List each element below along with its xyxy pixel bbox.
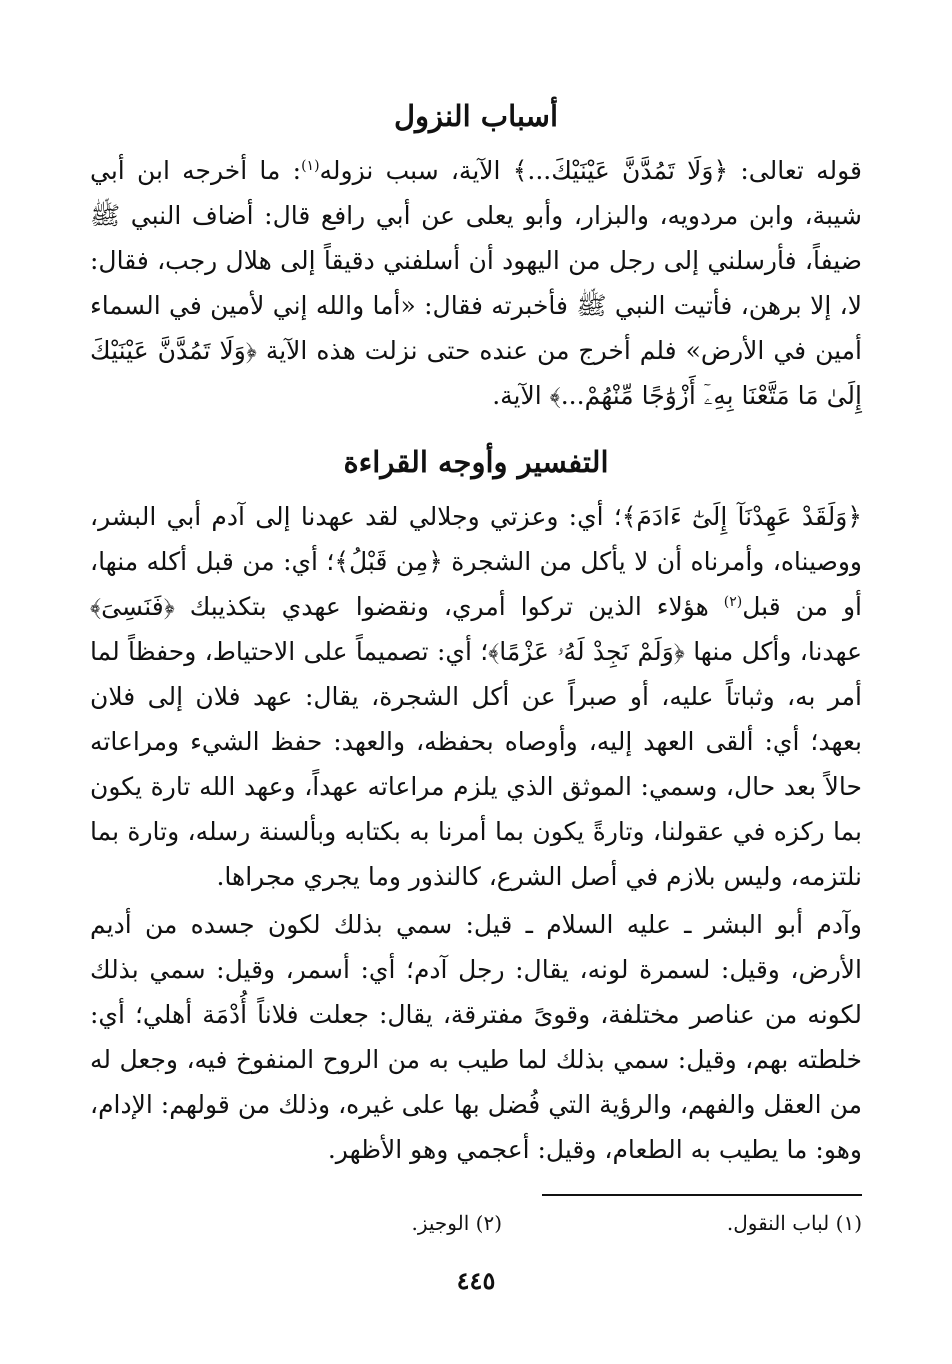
- footnote-divider: [542, 1194, 862, 1196]
- tafsir-text-1: [90, 494, 862, 899]
- page-number: ٤٤٥: [456, 1266, 496, 1295]
- footnote-ref-1: (١): [301, 158, 320, 174]
- section-title-tafsir: التفسير وأوجه القراءة: [343, 445, 609, 479]
- footnote-2: (٢) الوجيز.: [411, 1211, 502, 1235]
- section-title-asbab-al-nuzul: أسباب النزول: [393, 99, 559, 133]
- tafsir-text-1-end: هؤلاء الذين تركوا أمري، ونقضوا عهدي بتكذيبك ﴿فَنَسِىَ﴾ عهدنا، وأكل منها ﴿وَلَمْ نَجِدْ لَهُۥ عَزْمًا﴾؛ أي: تصميماً على الاحتياط، وحفظاً لما أمر به، وثباتاً عليه، أو صبراً عن أكل الشجرة، يقال: عهد فلان إلى فلان بعهد؛ أي: ألقى العهد إليه، وأوصاه بحفظه، والعهد: حفظ الشيء ومراعاته حالاً بعد حال، وسمي: الموثق الذي يلزم مراعاته عهداً، وعهد الله تارة يكون بما ركزه في عقولنا، وتارةً يكون بما أمرنا به بكتابه وبألسنة رسله، وتارة بما نلتزمه، وليس بلازم في أصل الشرع، كالنذور وما يجري مجراها.: [90, 592, 862, 891]
- asbab-paragraph: [90, 148, 862, 418]
- tafsir-text-1-start: ﴿وَلَقَدْ عَهِدْنَآ إِلَىٰٓ ءَادَمَ﴾؛ أي: وعزتي وجلالي لقد عهدنا إلى آدم أبي البشر، ووصيناه، وأمرناه أن لا يأكل من الشجرة ﴿مِن قَبْلُ﴾؛ أي: من قبل أكله منها، أو من قبل: [90, 502, 862, 621]
- tafsir-paragraph-2: [90, 902, 862, 1172]
- asbab-text: [90, 148, 862, 418]
- tafsir-paragraph-1: [90, 494, 862, 899]
- tafsir-text-2: وآدم أبو البشر ـ عليه السلام ـ قيل: سمي بذلك لكون جسده من أديم الأرض، وقيل: لسمرة لونه، يقال: رجل آدم؛ أي: أسمر، وقيل: سمي بذلك لكونه من عناصر مختلفة، وقوىً مفترقة، يقال: جعلت فلاناً أُدْمَة أهلي؛ أي: خلطته بهم، وقيل: سمي بذلك لما طيب به من الروح المنفوخ فيه، وجعل له من العقل والفهم، والرؤية التي فُضل بها على غيره، وذلك من قولهم: الإدام، وهو: ما يطيب به الطعام، وقيل: أعجمي وهو الأظهر.: [90, 910, 862, 1164]
- asbab-text-end: : ما أخرجه ابن أبي شيبة، وابن مردويه، والبزار، وأبو يعلى عن أبي رافع قال: أضاف النبي ﷺ ضيفاً، فأرسلني إلى رجل من اليهود أن أسلفني دقيقاً إلى هلال رجب، فقال: لا، إلا برهن، فأتيت النبي ﷺ فأخبرته فقال: «أما والله إني لأمين في السماء أمين في الأرض» فلم أخرج من عنده حتى نزلت هذه الآية ﴿وَلَا تَمُدَّنَّ عَيْنَيْكَ إِلَىٰ مَا مَتَّعْنَا بِهِۦٓ أَزْوَٰجًا مِّنْهُمْ...﴾ الآية.: [90, 156, 862, 410]
- footnote-ref-2: (٢): [723, 594, 743, 610]
- footnote-1: (١) لباب النقول.: [726, 1211, 862, 1235]
- asbab-text-start: قوله تعالى: ﴿وَلَا تَمُدَّنَّ عَيْنَيْكَ...﴾ الآية، سبب نزوله: [319, 156, 862, 185]
